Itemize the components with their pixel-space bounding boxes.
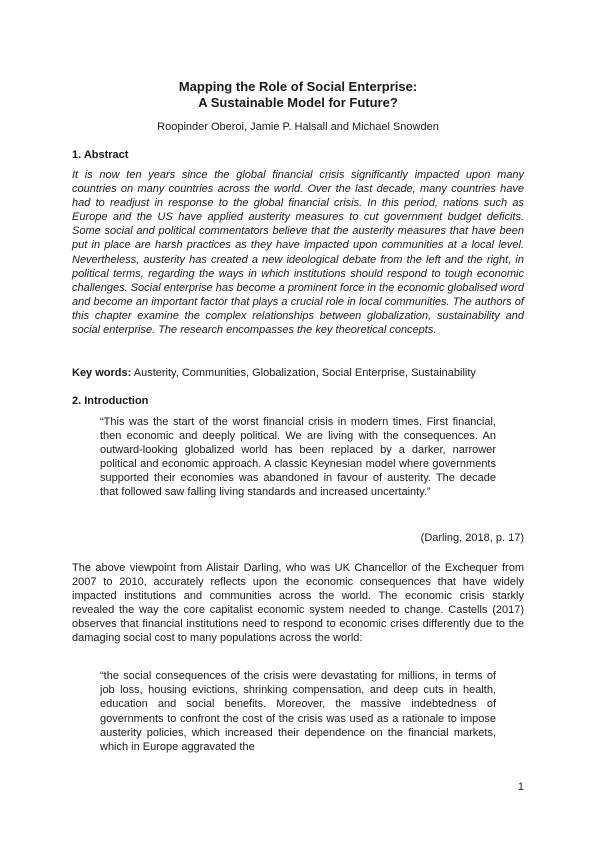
abstract-text: It is now ten years since the global financial crisis significantly impacted upon many countries on many countries across the world. Over the last decade, many countries have had to readjust in response to the global financial crisis. In this period, nations such as Europe and the US have applied austerity measures to cut government budget deficits. Some social and political commentators believe that the austerity measures that have been put in place are harsh practices as they have impacted upon communities at a local level. Nevertheless, austerity has created a new ideological debate from the left and the right, in political terms, regarding the ways in which institutions should respond to tough economic challenges. Social enterprise has become a prominent force in the economic globalised word and become an important factor that plays a crucial role in local communities. The authors of this chapter examine the complex relationships between globalization, sustainability and social enterprise. The research encompasses the key theoretical concepts.	[72, 169, 524, 337]
title-line-2: A Sustainable Model for Future?	[198, 95, 398, 110]
author-list: Roopinder Oberoi, Jamie P. Halsall and Michael Snowden	[157, 121, 439, 133]
title-line-1: Mapping the Role of Social Enterprise:	[178, 79, 418, 94]
body-paragraph: The above viewpoint from Alistair Darling, who was UK Chancellor of the Exchequer from 2007 to 2010, accurately reflects upon the economic consequences that have widely impacted institutions and communities across the world. The economic crisis starkly revealed the way the core capitalist economic system needed to change. Castells (2017) observes that financial institutions need to respond to economic crises differently due to the damaging social cost to many populations across the world:	[72, 562, 524, 645]
keywords-label: Key words:	[72, 367, 132, 379]
keywords-line	[72, 367, 524, 380]
keywords-list: Austerity, Communities, Globalization, Social Enterprise, Sustainability	[131, 367, 476, 379]
block-quote-darling: “This was the start of the worst financial crisis in modern times. First financial, then economic and deeply political. We are living with the consequences. An outward-looking globalized world has been replaced by a darker, narrower political and economic approach. A classic Keynesian model where governments supported their economies was abandoned in favour of austerity. The decade that followed saw falling living standards and increased uncertainty.”	[100, 416, 496, 499]
introduction-heading: 2. Introduction	[72, 395, 149, 407]
quote-citation: (Darling, 2018, p. 17)	[420, 532, 524, 544]
block-quote-castells: “the social consequences of the crisis were devastating for millions, in terms of job loss, housing evictions, shrinking compensation, and deep cuts in health, education and social benefits. Moreover, the massive indebtedness of governments to confront the cost of the crisis was used as a rationale to impose austerity policies, which increased their dependence on the financial markets, which in Europe aggravated the	[100, 670, 496, 754]
page-number: 1	[517, 781, 524, 793]
abstract-heading: 1. Abstract	[72, 149, 129, 161]
paper-title	[70, 79, 526, 111]
